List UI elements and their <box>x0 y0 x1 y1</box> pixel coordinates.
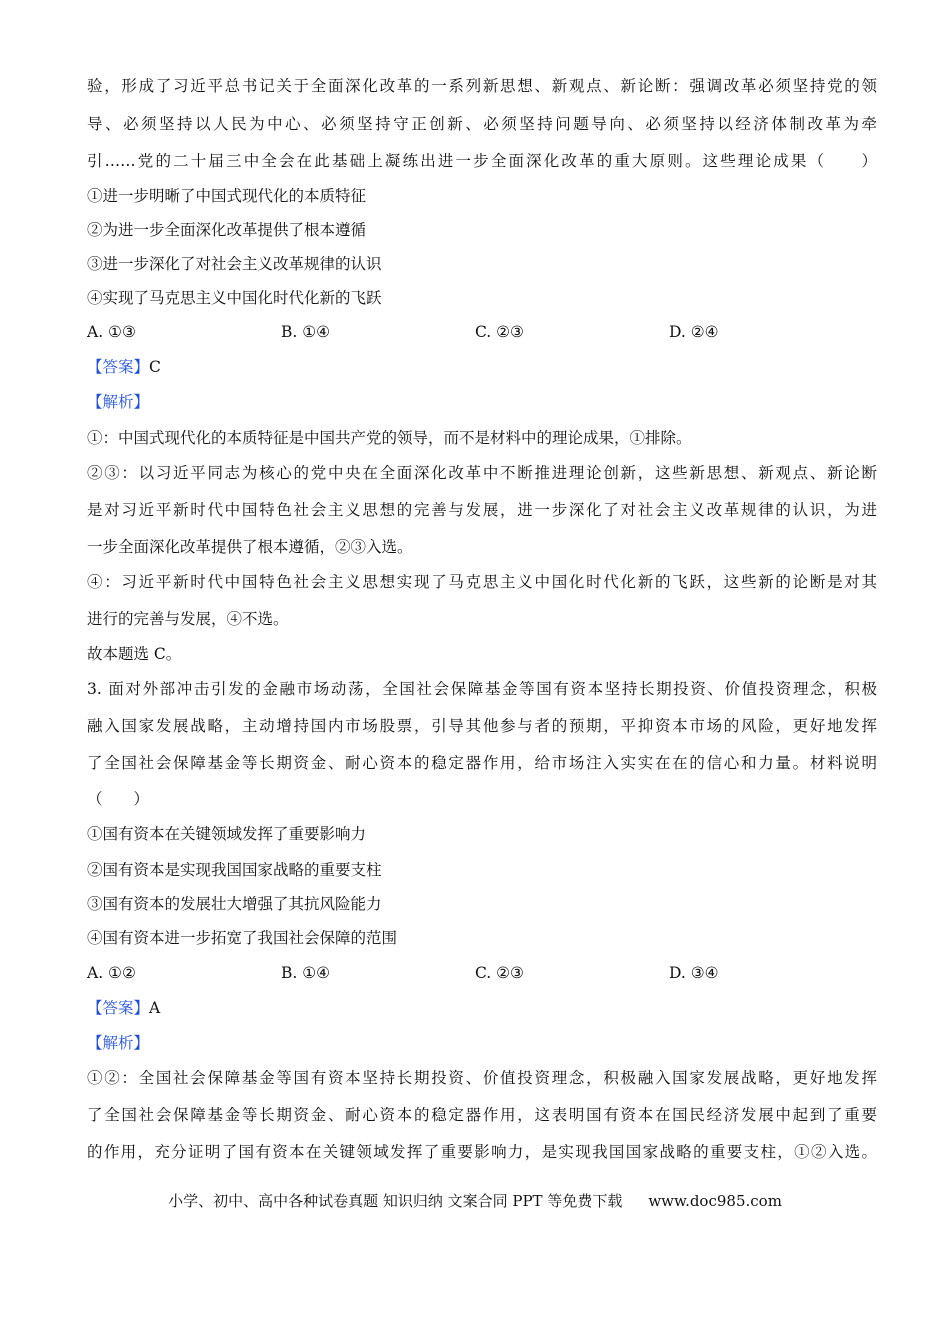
q2-item: ④实现了马克思主义中国化时代化新的飞跃 <box>87 289 382 307</box>
q2-option-a: A. ①③ <box>87 323 136 341</box>
page-footer <box>0 1191 950 1211</box>
q3-option-c: C. ②③ <box>475 964 524 982</box>
q2-option-b: B. ①④ <box>281 323 331 341</box>
answer-value: A <box>149 999 161 1017</box>
answer-value: C <box>149 358 161 376</box>
q2-item: ②为进一步全面深化改革提供了根本遵循 <box>87 221 367 239</box>
q2-analysis-line: 一步全面深化改革提供了根本遵循，②③入选。 <box>87 538 413 556</box>
q3-item: ②国有资本是实现我国国家战略的重要支柱 <box>87 861 382 879</box>
q2-analysis-heading <box>87 392 877 412</box>
q2-item: ③进一步深化了对社会主义改革规律的认识 <box>87 255 382 273</box>
q3-stem-line: （ ） <box>87 790 150 808</box>
q3-option-d: D. ③④ <box>669 964 719 982</box>
q2-conclusion: 故本题选 C。 <box>87 645 182 663</box>
answer-tag: 【答案】 <box>87 999 150 1017</box>
analysis-tag: 【解析】 <box>87 1034 150 1052</box>
q2-analysis-line: 进行的完善与发展，④不选。 <box>87 610 289 628</box>
q2-item: ①进一步明晰了中国式现代化的本质特征 <box>87 187 367 205</box>
footer-text: 小学、初中、高中各种试卷真题 知识归纳 文案合同 PPT 等免费下载 <box>168 1192 623 1210</box>
q2-option-d: D. ②④ <box>669 323 719 341</box>
q3-analysis-line: 的作用，充分证明了国有资本在关键领域发挥了重要影响力，是实现我国国家战略的重要支柱，①②入选。 <box>87 1143 877 1161</box>
q2-stem-line: 引……党的二十届三中全会在此基础上凝练出进一步全面深化改革的重大原则。这些理论成果（ ） <box>87 152 877 170</box>
q3-analysis-line: 了全国社会保障基金等长期资金、耐心资本的稳定器作用，这表明国有资本在国民经济发展中起到了重要 <box>87 1106 877 1124</box>
q2-analysis-line: ②③：以习近平同志为核心的党中央在全面深化改革中不断推进理论创新，这些新思想、新观点、新论断 <box>87 464 877 482</box>
q3-stem-line: 融入国家发展战略，主动增持国内市场股票，引导其他参与者的预期，平抑资本市场的风险，更好地发挥 <box>87 717 877 735</box>
q3-stem-line: 3. 面对外部冲击引发的金融市场动荡，全国社会保障基金等国有资本坚持长期投资、价值投资理念，积极 <box>87 680 877 698</box>
analysis-tag: 【解析】 <box>87 393 150 411</box>
q3-answer <box>87 998 877 1018</box>
q3-item: ③国有资本的发展壮大增强了其抗风险能力 <box>87 895 382 913</box>
q2-answer <box>87 357 877 377</box>
q2-analysis-line: ①：中国式现代化的本质特征是中国共产党的领导，而不是材料中的理论成果，①排除。 <box>87 429 692 447</box>
q3-item: ④国有资本进一步拓宽了我国社会保障的范围 <box>87 929 398 947</box>
q3-stem-line: 了全国社会保障基金等长期资金、耐心资本的稳定器作用，给市场注入实实在在的信心和力量。材料说明 <box>87 754 877 772</box>
q3-analysis-heading <box>87 1033 877 1053</box>
q2-analysis-line: 是对习近平新时代中国特色社会主义思想的完善与发展，进一步深化了对社会主义改革规律的认识，为进 <box>87 501 877 519</box>
q3-option-b: B. ①④ <box>281 964 331 982</box>
q2-stem-line: 导、必须坚持以人民为中心、必须坚持守正创新、必须坚持问题导向、必须坚持以经济体制改革为牵 <box>87 115 877 133</box>
q2-analysis-line: ④：习近平新时代中国特色社会主义思想实现了马克思主义中国化时代化新的飞跃，这些新的论断是对其 <box>87 573 877 591</box>
q3-analysis-line: ①②：全国社会保障基金等国有资本坚持长期投资、价值投资理念，积极融入国家发展战略，更好地发挥 <box>87 1069 877 1087</box>
q2-stem-line: 验，形成了习近平总书记关于全面深化改革的一系列新思想、新观点、新论断：强调改革必须坚持党的领 <box>87 77 877 95</box>
q2-option-c: C. ②③ <box>475 323 524 341</box>
q3-option-a: A. ①② <box>87 964 136 982</box>
footer-url[interactable]: www.doc985.com <box>648 1192 782 1210</box>
q3-item: ①国有资本在关键领域发挥了重要影响力 <box>87 825 367 843</box>
answer-tag: 【答案】 <box>87 358 150 376</box>
